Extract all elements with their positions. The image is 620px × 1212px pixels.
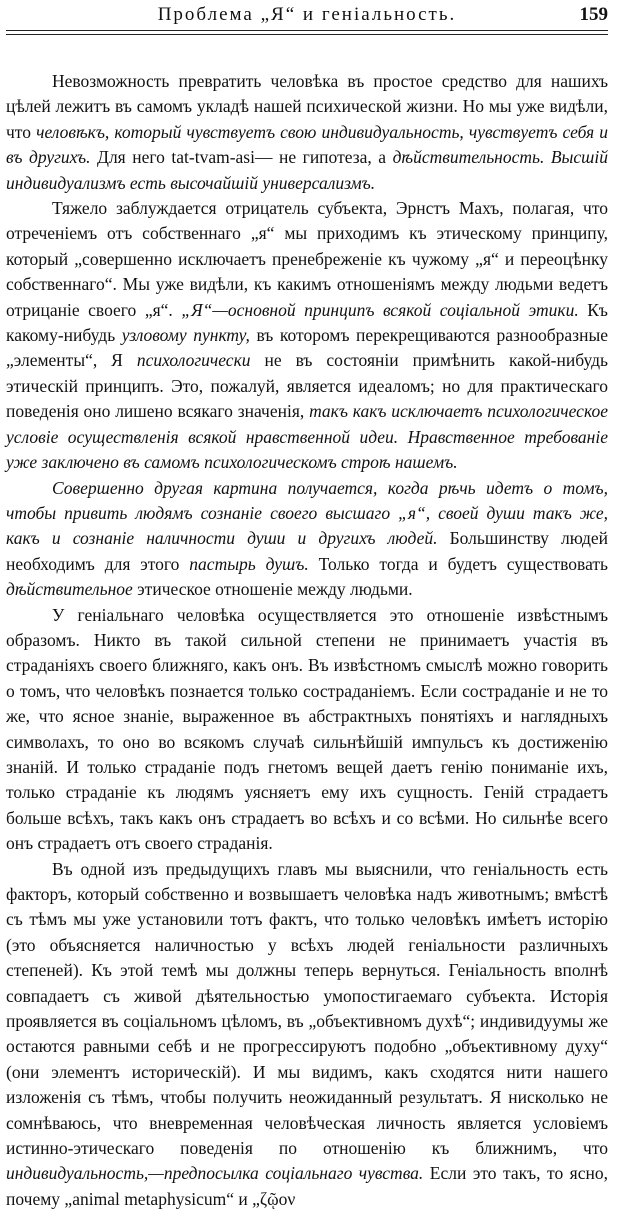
- text-run: Только тогда и будетъ существовать: [308, 553, 609, 574]
- paragraph: [6, 196, 608, 475]
- page-number: 159: [579, 4, 608, 25]
- italic-run: „Я“—основной принципъ всякой соціальной этики.: [181, 299, 579, 320]
- paragraph: [6, 857, 608, 1212]
- text-run: Въ одной изъ предыдущихъ главъ мы выяснили, что геніальность есть факторъ, который собственно и возвышаетъ человѣка надъ животнымъ; вмѣстѣ съ тѣмъ мы уже установили тотъ фактъ, что только человѣкъ имѣетъ исторію (это объясняется наличностью у всѣхъ людей геніальности различныхъ степеней). Къ этой темѣ мы должны теперь вернуться. Геніальность вполнѣ совпадаетъ съ живой дѣятельностью умопостигаемаго субъекта. Исторія проявляется въ соціальномъ цѣломъ, въ „объективномъ духѣ“; индивидуумы же остаются равными себѣ и не прогрессируютъ подобно „объективному духу“ (они элементъ историческій). И мы видимъ, какъ сходятся нити нашего изложенія съ тѣмъ, чтобы получить неожиданный результатъ. Я нисколько не сомнѣваюсь, что вневременная человѣческая личность является условіемъ истинно-этическаго поведенія по отношенію къ ближнимъ, что: [6, 858, 608, 1159]
- header-rule: [6, 34, 608, 35]
- italic-run: дѣйствительность. Высшій индивидуализмъ есть высочайшій универсализмъ.: [6, 147, 608, 193]
- italic-run: Совершенно другая картина получается, когда рѣчь идетъ о томъ, чтобы привить людямъ сознаніе своего высшаго „я“, своей души такъ же, какъ и сознаніе наличности души и другихъ людей.: [6, 477, 608, 549]
- text-run: въ которомъ перекрещиваются разнообразные „элементы“, Я: [6, 325, 608, 371]
- italic-run: узловому пункту,: [121, 325, 250, 346]
- text-run: Большинству людей необходимъ для этого: [6, 528, 608, 574]
- italic-run: человѣкъ, который чувствуетъ свою индивидуальность, чувствуетъ себя и въ другихъ.: [6, 121, 608, 168]
- italic-run: такъ какъ исключаетъ психологическое условіе осуществленія всякой нравственной идеи. Нравственное требованіе уже заключено въ самомъ психологическомъ строѣ нашемъ.: [6, 401, 608, 473]
- italic-run: психологически: [136, 350, 251, 371]
- text-run: Для него tat-tvam-asi— не гипотеза, а: [90, 147, 393, 168]
- text-run: У геніальнаго человѣка осуществляется это отношеніе извѣстнымъ образомъ. Никто въ такой сильной степени не принимаетъ участія въ страданіяхъ своего ближняго, какъ онъ. Въ извѣстномъ смыслѣ можно говорить о томъ, что человѣкъ познается только состраданіемъ. Если состраданіе и не то же, что ясное знаніе, выраженное въ абстрактныхъ понятіяхъ и наглядныхъ символахъ, то оно во всякомъ случаѣ сильнѣйшій импульсъ къ достиженію знаній. И только страданіе подъ гнетомъ вещей даетъ генію пониманіе ихъ, только страданіе къ людямъ уясняетъ ему ихъ сущность. Геній страдаетъ больше всѣхъ, такъ какъ онъ страдаетъ во всѣхъ и со всѣми. Но сильнѣе всего онъ страдаетъ отъ своего страданія.: [6, 604, 608, 854]
- text-run: Къ какому-нибудь: [6, 299, 608, 346]
- text-run: не въ состояніи примѣнить какой-нибудь этическій принципъ. Это, пожалуй, является идеаломъ; но для практическаго поведенія оно лишено всякаго значенія,: [6, 350, 609, 422]
- italic-run: индивидуальность,—предпосылка соціальнаго чувства.: [6, 1163, 424, 1184]
- running-title: Проблема „Я“ и геніальность.: [157, 4, 457, 25]
- paragraph: [6, 69, 608, 196]
- paragraph: [6, 603, 608, 857]
- italic-run: пастырь душъ.: [189, 553, 309, 574]
- text-run: этическое отношеніе между людьми.: [132, 579, 413, 600]
- paragraph: [6, 476, 608, 603]
- running-header: [6, 0, 608, 31]
- italic-run: дѣйствительное: [6, 579, 133, 600]
- text-run: Если это такъ, то ясно, почему „animal metaphysicum“ и „ζῷον: [6, 1163, 608, 1209]
- body-text: [6, 69, 608, 1212]
- text-run: Тяжело заблуждается отрицатель субъекта, Эрнстъ Махъ, полагая, что отреченіемъ отъ собственнаго „я“ мы приходимъ къ этическому принципу, который „совершенно исключаетъ пренебреженіе къ чужому „я“ и переоцѣнку собственнаго“. Мы уже видѣли, къ какимъ отношеніямъ между людьми ведетъ отрицаніе своего „я“.: [6, 198, 608, 320]
- text-run: Невозможность превратить человѣка въ простое средство для нашихъ цѣлей лежитъ въ самомъ укладѣ нашей психической жизни. Но мы уже видѣли, что: [6, 71, 608, 142]
